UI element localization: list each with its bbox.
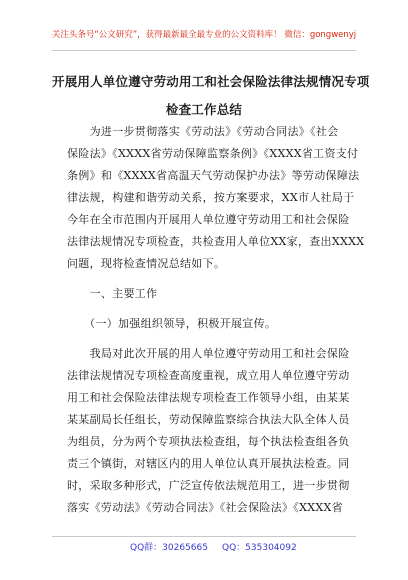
footer-qq-group: QQ群：30265665 xyxy=(130,543,208,553)
body-line: 为进一步贯彻落实《劳动法》《劳动合同法》《社会 xyxy=(67,125,339,138)
body-line: 条例》和《XXXX省高温天气劳动保护办法》等劳动保障法 xyxy=(67,169,360,182)
body-line: 保险法》《XXXX省劳动保障监察条例》《XXXX省工资支付 xyxy=(67,147,359,160)
page-header xyxy=(0,0,408,66)
header-promo-text: 关注头条号“公文研究”，获得最新最全最专业的公文资料库！ 微信：gongwenyj xyxy=(51,30,357,40)
body-line: 法律法规情况专项检查，共检查用人单位XX家，查出XXXX xyxy=(67,235,365,248)
body-line: 为组员，分为两个专项执法检查组，每个执法检查组各负 xyxy=(67,435,350,448)
body-line: 某某副局长任组长，劳动保障监察综合执法大队全体人员 xyxy=(67,413,350,426)
footer-divider xyxy=(52,536,356,537)
body-line: 我局对此次开展的用人单位遵守劳动用工和社会保险 xyxy=(67,347,350,360)
section-heading: 一、主要工作 xyxy=(67,287,158,300)
body-line: 落实《劳动法》《劳动合同法》《社会保险法》《XXXX省 xyxy=(67,501,343,514)
document-title-line-1: 开展用人单位遵守劳动用工和社会保险法律法规情况专项 xyxy=(52,74,370,89)
body-line: 法律法规情况专项检查高度重视，成立用人单位遵守劳动 xyxy=(67,369,350,382)
body-line: 责三个镇街，对辖区内的用人单位认真开展执法检查。同 xyxy=(67,457,350,470)
document-title-line-2: 检查工作总结 xyxy=(165,102,243,117)
page-footer xyxy=(0,540,408,558)
body-line: 问题，现将检查情况总结如下。 xyxy=(67,257,226,270)
body-line: 今年在全市范围内开展用人单位遵守劳动用工和社会保险 xyxy=(67,213,350,226)
header-divider xyxy=(52,50,356,51)
subsection-heading: （一）加强组织领导，积极开展宣传。 xyxy=(67,317,277,330)
body-line: 律法规，构建和谐劳动关系，按方案要求，XX市人社局于 xyxy=(67,191,355,204)
body-line: 时，采取多种形式，广泛宣传依法规范用工，进一步贯彻 xyxy=(67,479,350,492)
body-line: 用工和社会保险法律法规专项检查工作领导小组，由某某 xyxy=(67,391,350,404)
footer-qq-contact: QQ：535304092 xyxy=(222,543,297,553)
